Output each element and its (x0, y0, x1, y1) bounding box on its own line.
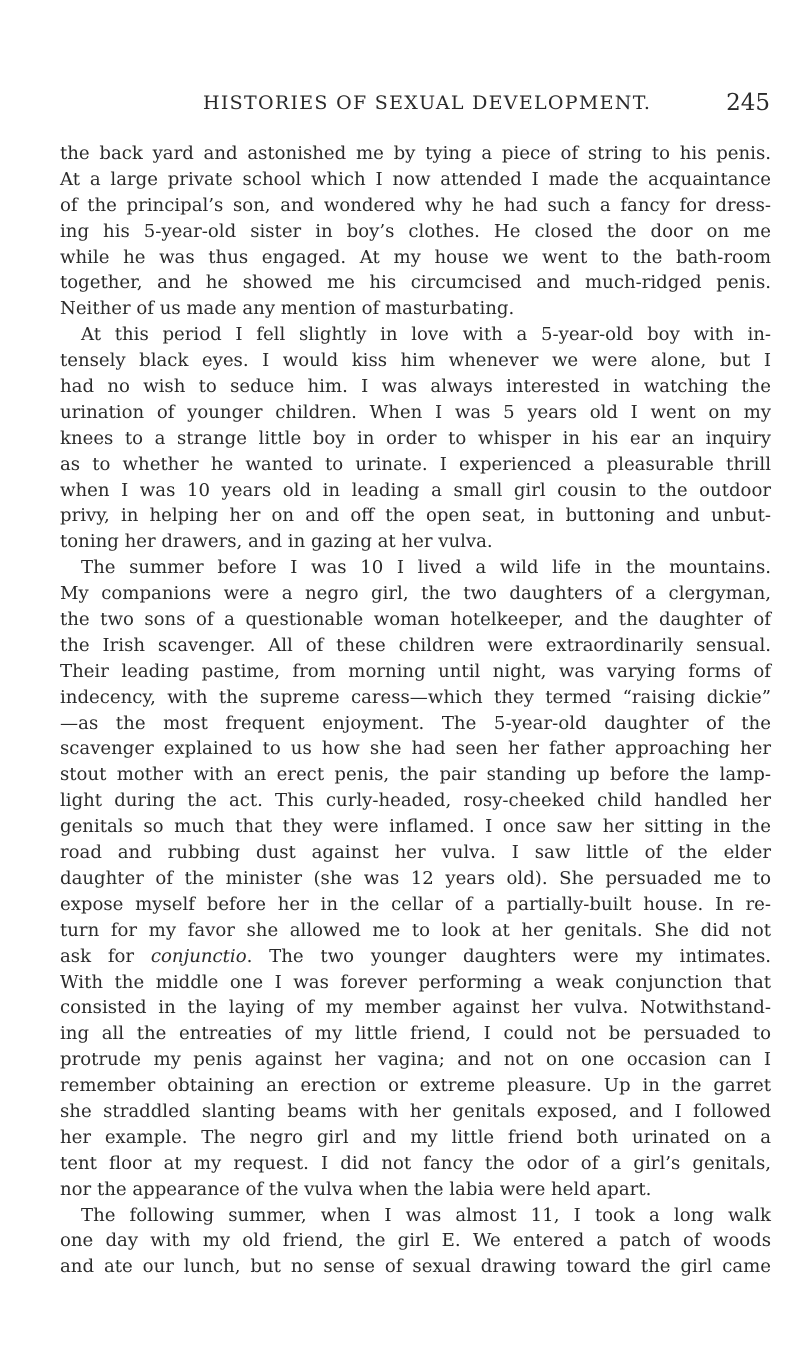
paragraph-end-line: toning her drawers, and in gazing at her vulva. (60, 531, 493, 553)
paragraph-end-line: nor the appearance of the vulva when the labia were held apart. (60, 1178, 652, 1200)
running-title: HISTORIES OF SEXUAL DEVELOPMENT. (203, 92, 652, 114)
italic-term: conjunctio (150, 945, 247, 967)
text-line: road and rubbing dust against her vulva. I saw little of the elder (60, 842, 771, 864)
text-line: scavenger explained to us how she had seen her father approaching her (60, 738, 771, 760)
text-line: genitals so much that they were inflamed. I once saw her sitting in the (60, 816, 771, 838)
paragraph-start-line: The summer before I was 10 I lived a wild life in the mountains. (81, 557, 771, 579)
text-line: daughter of the minister (she was 12 years old). She persuaded me to (60, 867, 771, 889)
page-number: 245 (726, 90, 770, 116)
line-segment: ask for (60, 945, 135, 967)
text-line: one day with my old friend, the girl E. We entered a patch of woods (60, 1230, 771, 1252)
text-line: the two sons of a questionable woman hotelkeeper, and the daughter of (60, 609, 771, 631)
text-line: the Irish scavenger. All of these children were extraordinarily sensual. (60, 634, 771, 656)
text-line: protrude my penis against her vagina; and not on one occasion can I (60, 1049, 771, 1071)
paragraph-end-line: Neither of us made any mention of masturbating. (60, 298, 515, 320)
text-line: —as the most frequent enjoyment. The 5-year-old daughter of the (60, 712, 771, 734)
text-line: stout mother with an erect penis, the pair standing up before the lamp- (60, 764, 771, 786)
text-line: indecency, with the supreme caress—which they termed “raising dickie” (60, 686, 771, 708)
text-line: ing all the entreaties of my little friend, I could not be persuaded to (60, 1023, 771, 1045)
body-text (60, 141, 771, 1280)
text-line: tensely black eyes. I would kiss him whenever we were alone, but I (60, 350, 771, 372)
text-line-with-italic (60, 944, 771, 970)
text-line: while he was thus engaged. At my house we went to the bath-room (60, 246, 771, 268)
paragraph-start-line: At this period I fell slightly in love with a 5-year-old boy with in- (81, 324, 771, 346)
text-line: the back yard and astonished me by tying a piece of string to his penis. (60, 143, 771, 164)
text-line: had no wish to seduce him. I was always interested in watching the (60, 376, 771, 398)
text-line: light during the act. This curly-headed, rosy-cheeked child handled her (60, 790, 771, 812)
text-line: expose myself before her in the cellar of a partially-built house. In re- (60, 893, 771, 915)
text-line: Their leading pastime, from morning until night, was varying forms of (60, 660, 771, 682)
text-line: remember obtaining an erection or extreme pleasure. Up in the garret (60, 1075, 771, 1097)
text-line: At a large private school which I now attended I made the acquaintance (60, 168, 771, 190)
text-line: her example. The negro girl and my little friend both urinated on a (60, 1126, 771, 1148)
text-line: ing his 5-year-old sister in boy’s clothes. He closed the door on me (60, 220, 771, 242)
text-line: tent floor at my request. I did not fancy the odor of a girl’s genitals, (60, 1152, 771, 1174)
text-line: she straddled slanting beams with her genitals exposed, and I followed (60, 1100, 771, 1122)
text-line: and ate our lunch, but no sense of sexual drawing toward the girl came (60, 1256, 771, 1278)
text-line: together, and he showed me his circumcised and much-ridged penis. (60, 272, 771, 294)
text-line: when I was 10 years old in leading a small girl cousin to the outdoor (60, 479, 771, 501)
text-line: of the principal’s son, and wondered why he had such a fancy for dress- (60, 194, 771, 216)
line-segment: . The two younger daughters were my intimates. (246, 945, 771, 967)
text-line: turn for my favor she allowed me to look at her genitals. She did not (60, 919, 771, 941)
text-line: My companions were a negro girl, the two daughters of a clergyman, (60, 583, 771, 605)
running-head (60, 92, 770, 122)
paragraph-start-line: The following summer, when I was almost 11, I took a long walk (81, 1204, 771, 1226)
text-line: knees to a strange little boy in order to whisper in his ear an inquiry (60, 427, 771, 449)
text-line: consisted in the laying of my member against her vulva. Notwithstand- (60, 997, 771, 1019)
text-line: privy, in helping her on and off the open seat, in buttoning and unbut- (60, 505, 771, 527)
text-line: urination of younger children. When I was 5 years old I went on my (60, 401, 771, 423)
text-line: as to whether he wanted to urinate. I experienced a pleasurable thrill (60, 453, 771, 475)
text-line: With the middle one I was forever performing a weak conjunction that (60, 971, 771, 993)
